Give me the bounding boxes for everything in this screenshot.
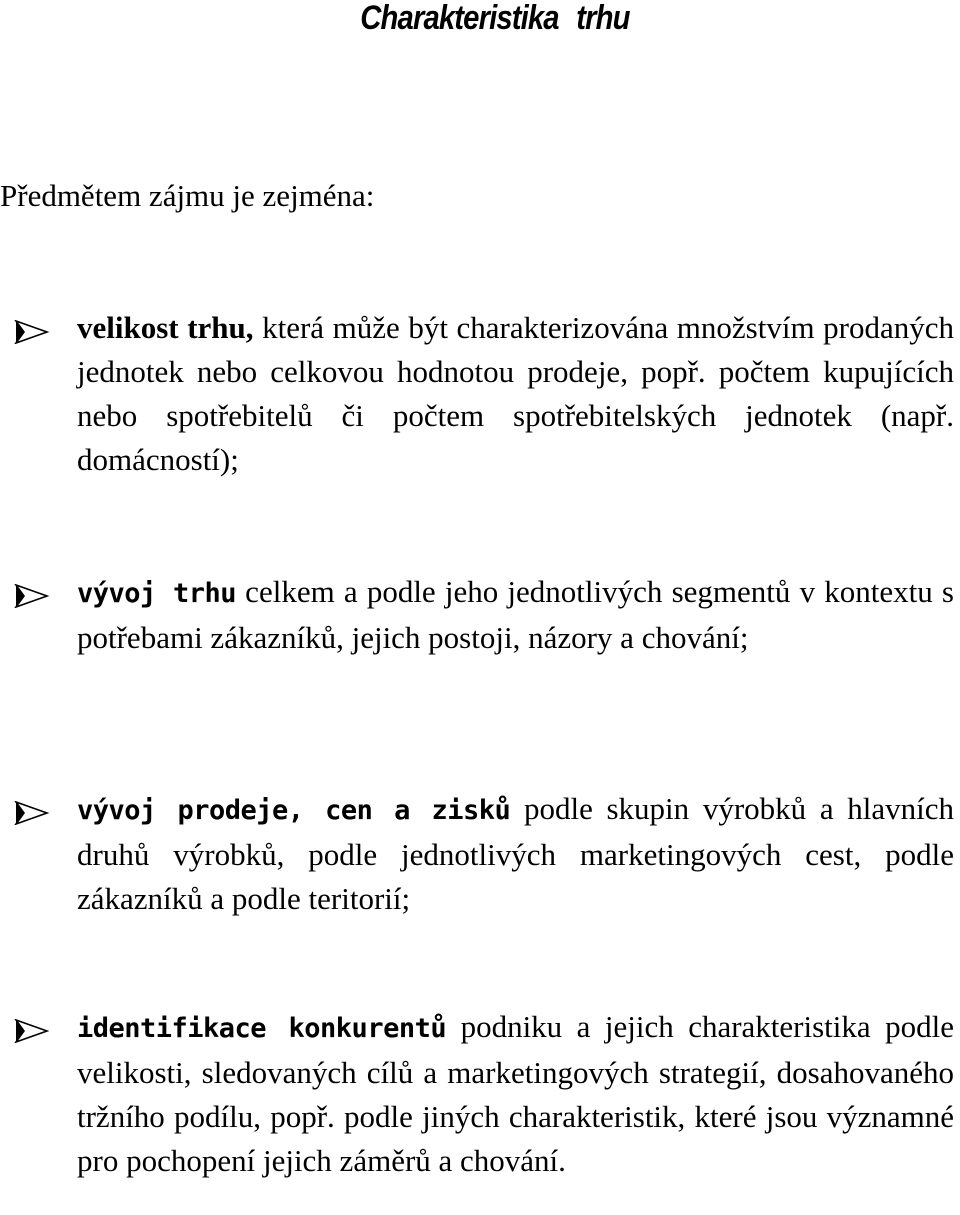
page-title: Charakteristika trhu [360,0,630,37]
bullet-lead: identifikace konkurentů [77,1013,447,1044]
arrowhead-bullet-icon [14,584,50,608]
bullet-lead: vývoj trhu [77,578,236,609]
bullet-text: podniku a jejich charakteristika podle velikosti, sledovaných cílů a marketingových strategií, dosahovaného tržního podílu, popř. podle jiných charakteristik, které jsou významné pro pochopení jejich záměrů a chování. [77,1009,954,1178]
bullet-paragraph [77,570,954,660]
bullet-lead: velikost trhu, [77,310,254,345]
bullet-text: podle skupin výrobků a hlavních druhů výrobků, podle jednotlivých marketingových cest, podle zákazníků a podle teritorií; [77,791,954,916]
intro-text: Předmětem zájmu je zejména: [0,178,375,213]
bullet-text: která může být charakterizována množstvím prodaných jednotek nebo celkovou hodnotou prodeje, popř. počtem kupujících nebo spotřebitelů či počtem spotřebitelských jednotek (např. domácností); [77,310,954,477]
bullet-paragraph [77,787,954,921]
arrowhead-bullet-icon [14,1019,50,1043]
bullet-text: celkem a podle jeho jednotlivých segmentů v kontextu s potřebami zákazníků, jejich postoji, názory a chování; [77,574,954,655]
arrowhead-bullet-icon [14,320,50,344]
bullet-paragraph [77,1005,954,1183]
bullet-lead: vývoj prodeje, cen a zisků [77,795,511,826]
arrowhead-bullet-icon [14,801,50,825]
bullet-paragraph [77,306,954,482]
